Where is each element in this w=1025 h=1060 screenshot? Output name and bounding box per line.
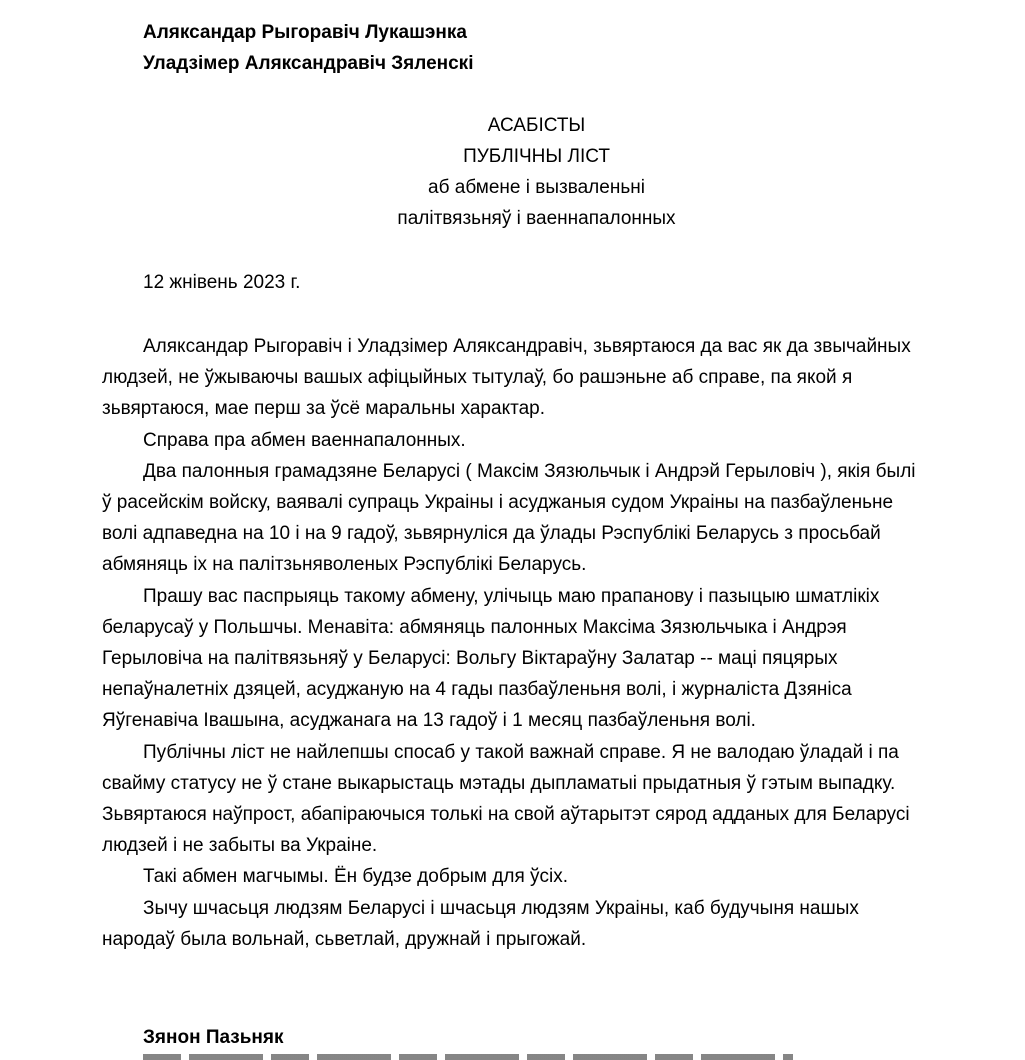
signature: Зянон Пазьняк: [143, 1027, 284, 1048]
recipients-block: [143, 17, 473, 79]
recipient-name: Аляксандар Рыгоравіч Лукашэнка: [143, 22, 467, 43]
title-line: АСАБІСТЫ: [487, 115, 586, 136]
letter-title: [0, 110, 1025, 234]
title-line: ПУБЛІЧНЫ ЛІСТ: [463, 146, 610, 167]
title-line: аб абмене і вызваленьні: [428, 177, 645, 198]
body-paragraph: Прашу вас паспрыяць такому абмену, улічыць маю прапанову і пазыцыю шматлікіх беларусаў у Польшчы. Менавіта: абмяняць палонных Максіма Зязюльчыка і Андрэя Герыловіча на палітвязьняў у Беларусі: Вольгу Віктараўну Залатар -- маці пяцярых непаўналетніх дзяцей, асуджаную на 4 гады пазбаўленьня волі, і журналіста Дзяніса Яўгенавіча Івашына, асуджанага на 13 гадоў і 1 месяц пазбаўленьня волі.: [102, 585, 880, 732]
body-paragraph: Справа пра абмен ваеннапалонных.: [143, 429, 466, 451]
letter-date: 12 жнівень 2023 г.: [143, 272, 301, 293]
recipient-name: Уладзімер Аляксандравіч Зяленскі: [143, 53, 474, 74]
title-line: палітвязьняў і ваеннапалонных: [397, 208, 676, 229]
letter-body: [102, 331, 927, 955]
body-paragraph: Публічны ліст не найлепшы спосаб у такой важнай справе. Я не валодаю ўладай і па свайму статусу не ў стане выкарыстаць мэтады дыпламатыі прыдатныя ў гэтым выпадку. Зьвяртаюся наўпрост, абапіраючыся толькі на свой аўтарытэт сярод адданых для Беларусі людзей і не забыты ва Украіне.: [102, 741, 910, 857]
body-paragraph: Два палонныя грамадзяне Беларусі ( Максім Зязюльчык і Андрэй Герыловіч ), якія былі ў расейскім войску, ваявалі супраць Украіны і асуджаныя судом Украіны на пазбаўленьне волі адпаведна на 10 і на 9 гадоў, зьвярнуліся да ўлады Рэспублікі Беларусь з просьбай абмяняць іх на палітзьняволеных Рэспублікі Беларусь.: [102, 460, 916, 576]
body-paragraph: Зычу шчасьця людзям Беларусі і шчасьця людзям Украіны, каб будучыня нашых народаў была вольнай, сьветлай, дружнай і прыгожай.: [102, 897, 859, 950]
body-paragraph: Такі абмен магчымы. Ён будзе добрым для ўсіх.: [143, 866, 569, 888]
body-paragraph: Аляксандар Рыгоравіч і Уладзімер Аляксандравіч, зьвяртаюся да вас як да звычайных людзей, не ўжываючы вашых афіцыйных тытулаў, бо рашэньне аб справе, па якой я зьвяртаюся, мае перш за ўсё маральны характар.: [102, 336, 911, 420]
cut-off-text-line: [143, 1054, 793, 1060]
